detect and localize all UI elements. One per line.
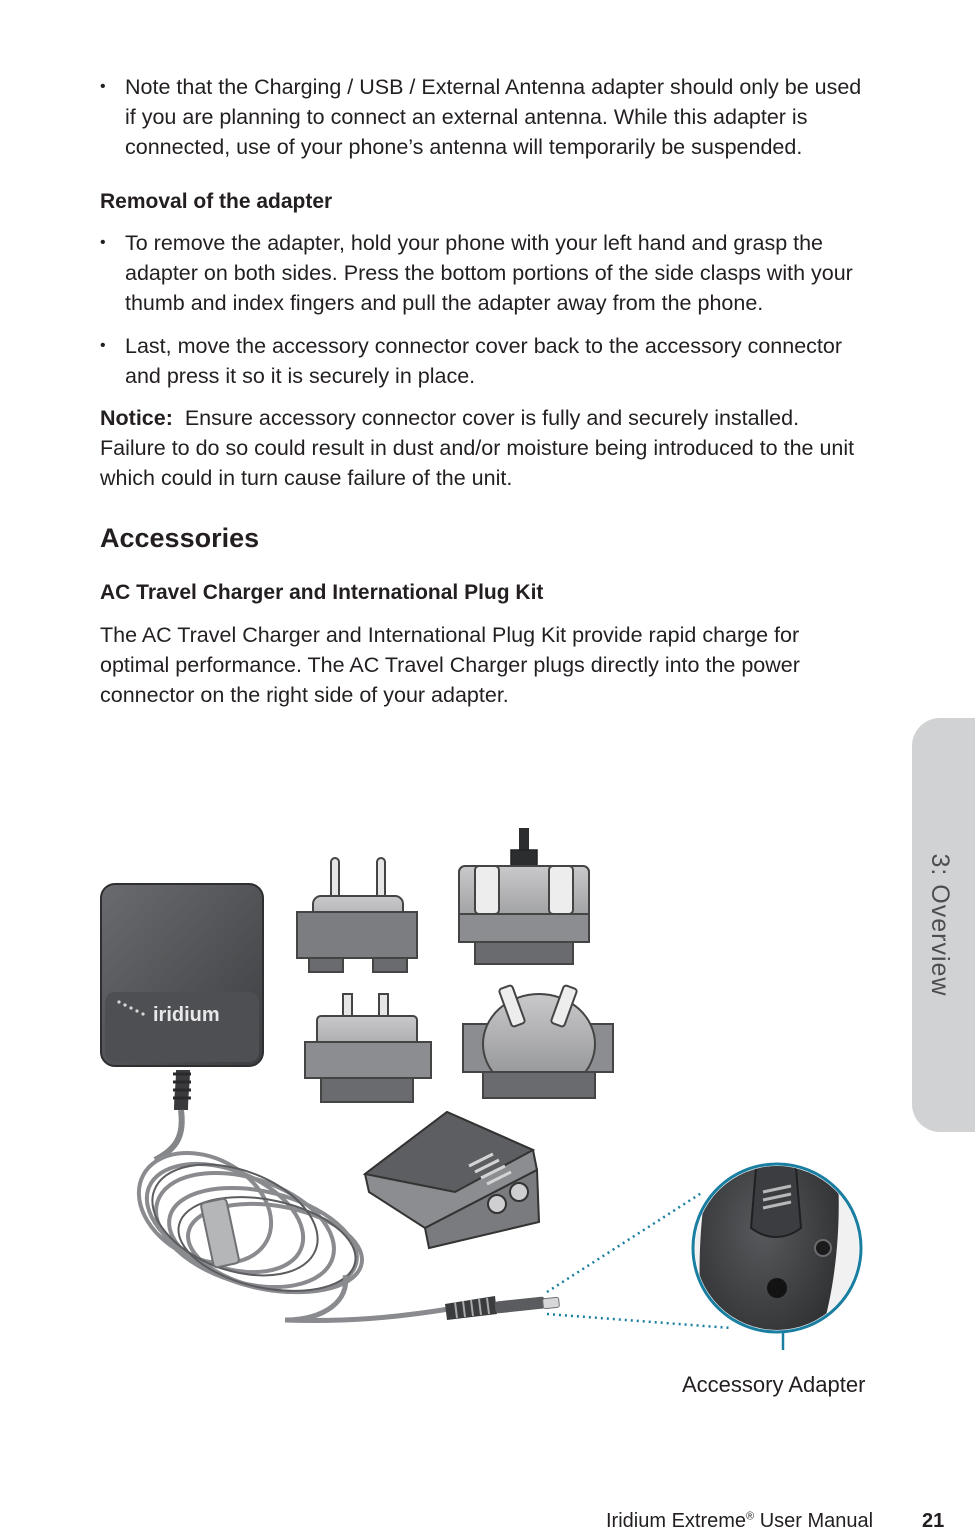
charger-kit-illustration (95, 820, 895, 1350)
us-plug-adapter (305, 994, 431, 1102)
charger-subheading: AC Travel Charger and International Plug Kit (100, 581, 544, 604)
page-content (100, 70, 870, 710)
au-plug-adapter (463, 985, 613, 1098)
clip-adapter (365, 1112, 539, 1248)
uk-plug-adapter (459, 828, 589, 964)
charger-paragraph: The AC Travel Charger and International Plug Kit provide rapid charge for optimal performance. The AC Travel Charger plugs directly into the power connector on the right side of your adapter. (100, 623, 800, 707)
registered-mark: ® (746, 1510, 755, 1523)
page-number: 21 (922, 1510, 945, 1532)
chapter-tab-label: 3: Overview (926, 853, 954, 997)
accessories-heading: Accessories (100, 523, 260, 553)
removal-heading: Removal of the adapter (100, 190, 333, 213)
notice-label: Notice: (100, 406, 173, 430)
charger-body (101, 884, 263, 1066)
figure-caption: Accessory Adapter (682, 1372, 866, 1397)
footer-title-rest: User Manual (754, 1510, 874, 1532)
barrel-connector (445, 1296, 559, 1320)
eu-plug-adapter (297, 858, 417, 972)
intro-bullet: • Note that the Charging / USB / External Antenna adapter should only be used if you are planning to connect an external antenna. While this adapter is connected, use of your phone’s antenna will temporarily be suspended. (100, 72, 870, 162)
iridium-logo: iridium (153, 1004, 220, 1026)
removal-bullet-2: • Last, move the accessory connector cover back to the accessory connector and press it so it is securely in place. (100, 331, 870, 391)
notice-text: Ensure accessory connector cover is fully and securely installed. Failure to do so could result in dust and/or moisture being introduced to the unit which could in turn cause failure of the unit. (100, 406, 855, 490)
footer-manual-title (606, 1510, 873, 1533)
removal-bullet-1: • To remove the adapter, hold your phone with your left hand and grasp the adapter on both sides. Press the bottom portions of the side clasps with your thumb and index fingers and pull the adapter away from the phone. (100, 228, 870, 318)
footer-title-main: Iridium Extreme (606, 1510, 747, 1532)
accessory-adapter-closeup (685, 1150, 875, 1350)
notice-paragraph (100, 403, 870, 493)
